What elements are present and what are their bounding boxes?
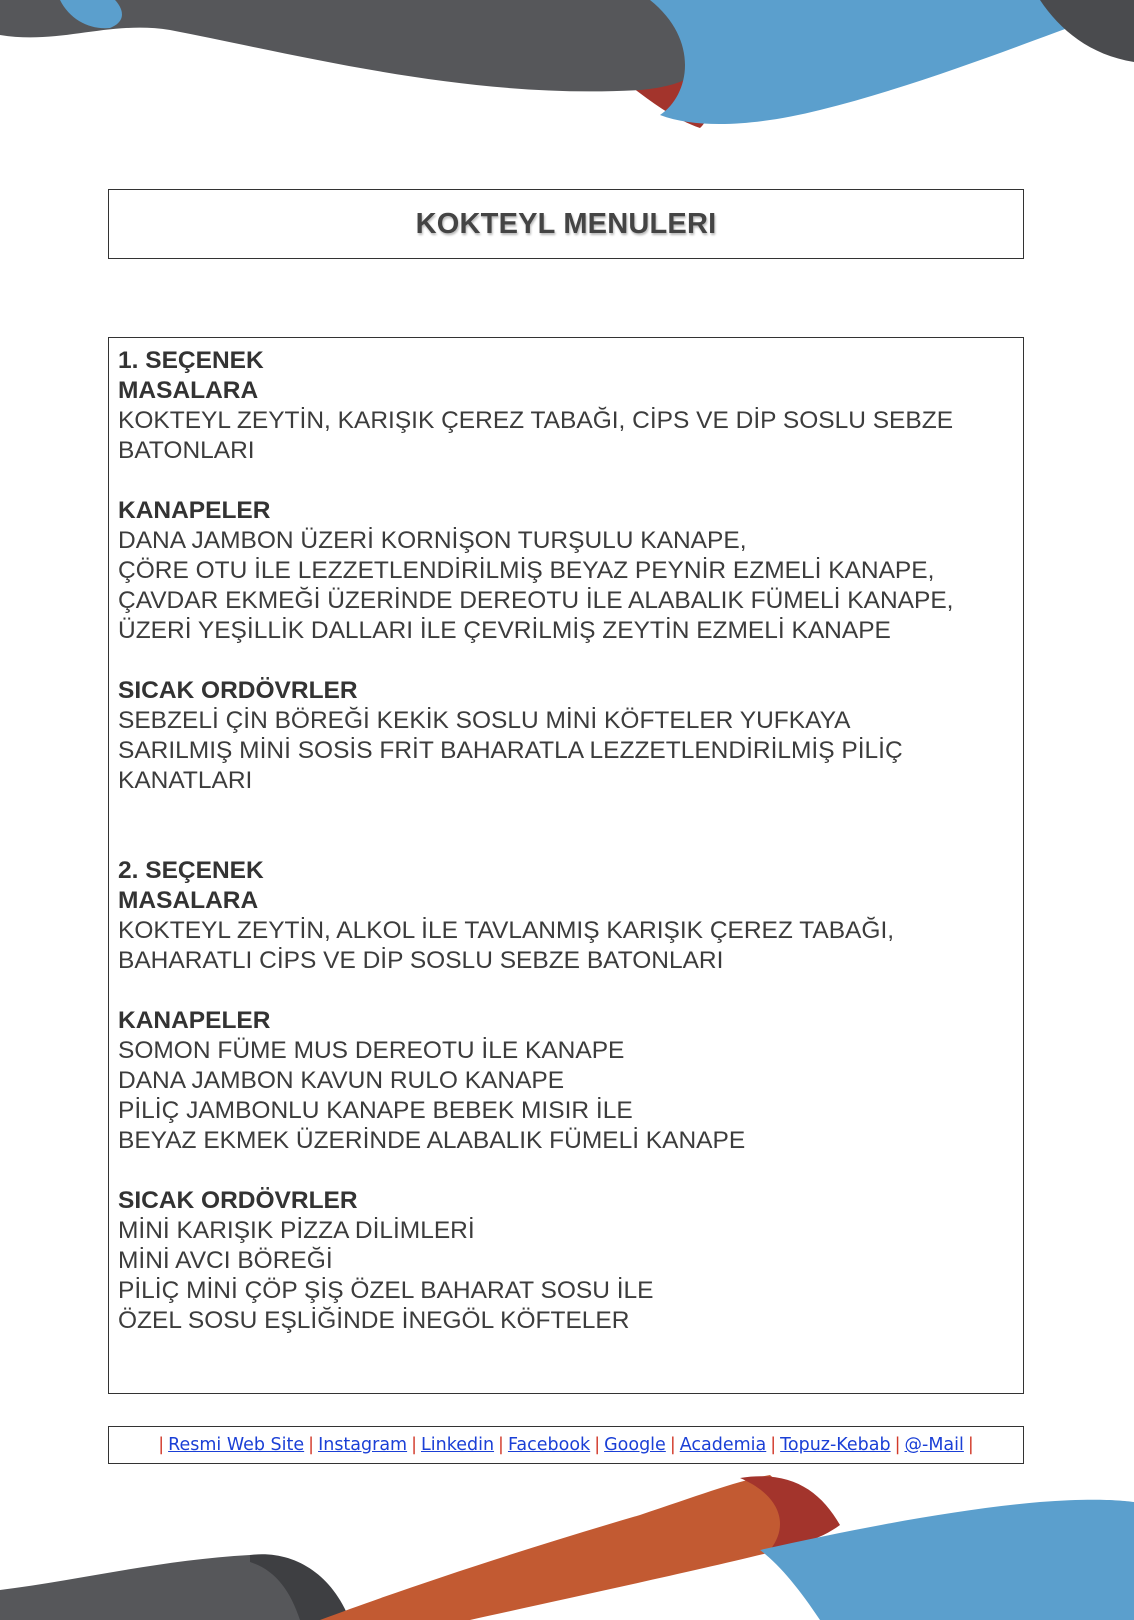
link-linkedin[interactable]: Linkedin xyxy=(421,1435,495,1455)
link-separator: | xyxy=(894,1435,901,1455)
option-1-sicak-line: KANATLARI xyxy=(118,767,253,794)
option-1-kanapeler-title: KANAPELER xyxy=(118,497,271,524)
link-separator: | xyxy=(594,1435,601,1455)
ribbon-blue-top xyxy=(650,0,1090,124)
option-2-sicak-ordovrler-title: SICAK ORDÖVRLER xyxy=(118,1187,358,1214)
option-1-kanape-item: ÇAVDAR EKMEĞİ ÜZERİNDE DEREOTU İLE ALABALIK FÜMELİ KANAPE, xyxy=(118,587,954,614)
title-box xyxy=(108,189,1024,259)
option-1-sicak-line: SARILMIŞ MİNİ SOSİS FRİT BAHARATLA LEZZETLENDİRİLMİŞ PİLİÇ xyxy=(118,737,903,764)
option-1-heading: 1. SEÇENEK xyxy=(118,347,264,374)
link-separator: | xyxy=(498,1435,504,1455)
link-topuz-kebab[interactable]: Topuz-Kebab xyxy=(780,1435,891,1455)
option-2-sicak-line: MİNİ AVCI BÖREĞİ xyxy=(118,1247,333,1274)
link-separator: | xyxy=(411,1435,417,1455)
option-2-kanape-item: SOMON FÜME MUS DEREOTU İLE KANAPE xyxy=(118,1037,625,1064)
option-2-kanapeler-title: KANAPELER xyxy=(118,1007,271,1034)
option-1-masalara-line: BATONLARI xyxy=(118,437,255,464)
option-2-sicak-line: ÖZEL SOSU EŞLİĞİNDE İNEGÖL KÖFTELER xyxy=(118,1307,630,1334)
link-facebook[interactable]: Facebook xyxy=(507,1435,591,1455)
option-1-masalara-title: MASALARA xyxy=(118,377,259,404)
link-separator: | xyxy=(669,1435,676,1455)
option-2-masalara-line: BAHARATLI CİPS VE DİP SOSLU SEBZE BATONLARI xyxy=(118,947,724,974)
option-1-masalara-line: KOKTEYL ZEYTİN, KARIŞIK ÇEREZ TABAĞI, CİPS VE DİP SOSLU SEBZE xyxy=(118,407,954,434)
option-2-heading: 2. SEÇENEK xyxy=(118,857,264,884)
link-separator: | xyxy=(967,1435,974,1455)
option-2-kanape-item: BEYAZ EKMEK ÜZERİNDE ALABALIK FÜMELİ KANAPE xyxy=(118,1127,746,1154)
link-separator: | xyxy=(308,1435,315,1455)
option-1-sicak-ordovrler-title: SICAK ORDÖVRLER xyxy=(118,677,358,704)
link-email[interactable]: @-Mail xyxy=(904,1435,964,1455)
top-decorative-ribbons xyxy=(0,0,1134,140)
footer-links-bar xyxy=(108,1426,1024,1464)
link-separator: | xyxy=(770,1435,777,1455)
ribbon-orange-bottom xyxy=(320,1475,794,1620)
option-2-masalara-title: MASALARA xyxy=(118,887,259,914)
option-2-kanape-item: PİLİÇ JAMBONLU KANAPE BEBEK MISIR İLE xyxy=(118,1097,633,1124)
option-2-sicak-line: MİNİ KARIŞIK PİZZA DİLİMLERİ xyxy=(118,1217,475,1244)
option-1-kanape-item: ÇÖRE OTU İLE LEZZETLENDİRİLMİŞ BEYAZ PEYNİR EZMELİ KANAPE, xyxy=(118,557,935,584)
bottom-decorative-ribbons xyxy=(0,1470,1134,1620)
link-google[interactable]: Google xyxy=(604,1435,666,1455)
option-1-kanape-item: DANA JAMBON ÜZERİ KORNİŞON TURŞULU KANAPE, xyxy=(118,527,747,554)
option-1-sicak-line: SEBZELİ ÇİN BÖREĞİ KEKİK SOSLU MİNİ KÖFTELER YUFKAYA xyxy=(118,707,851,734)
option-2-sicak-line: PİLİÇ MİNİ ÇÖP ŞİŞ ÖZEL BAHARAT SOSU İLE xyxy=(118,1277,654,1304)
link-resmi-web-site[interactable]: Resmi Web Site xyxy=(168,1435,305,1455)
option-2-kanape-item: DANA JAMBON KAVUN RULO KANAPE xyxy=(118,1067,565,1094)
option-2-masalara-line: KOKTEYL ZEYTİN, ALKOL İLE TAVLANMIŞ KARIŞIK ÇEREZ TABAĞI, xyxy=(118,917,895,944)
option-1-kanape-item: ÜZERİ YEŞİLLİK DALLARI İLE ÇEVRİLMİŞ ZEYTİN EZMELİ KANAPE xyxy=(118,617,891,644)
menu-box xyxy=(108,337,1024,1394)
link-academia[interactable]: Academia xyxy=(679,1435,767,1455)
link-separator: | xyxy=(158,1435,165,1455)
link-instagram[interactable]: Instagram xyxy=(318,1435,408,1455)
page-title: KOKTEYL MENULERI xyxy=(415,207,717,240)
